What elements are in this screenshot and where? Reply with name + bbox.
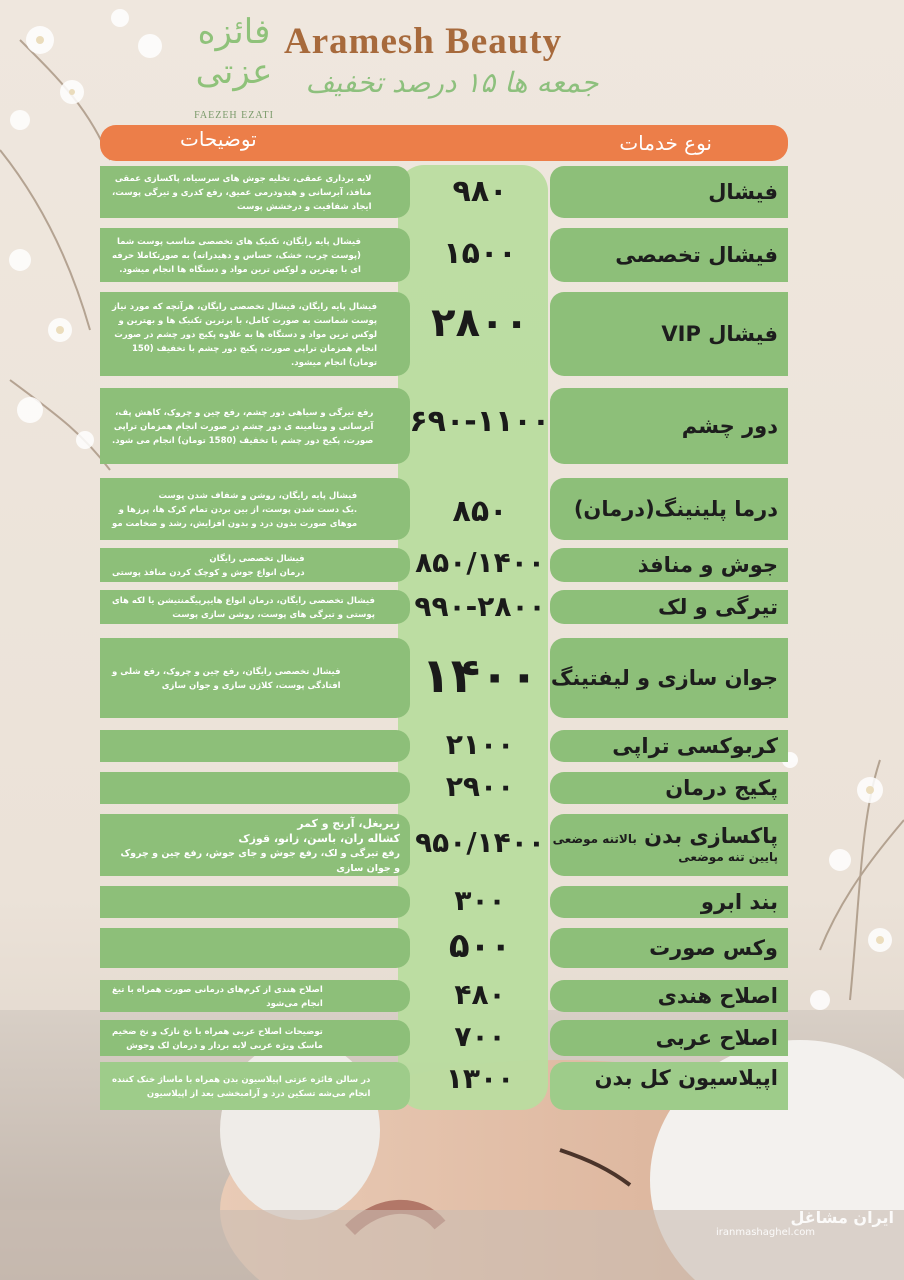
service-row-indian-shave	[100, 980, 788, 1012]
service-price: ۳۰۰	[454, 884, 506, 917]
service-price: ۶۹۰-۱۱۰۰	[409, 404, 550, 439]
service-price: ۵۰۰	[448, 926, 512, 966]
service-name: اپیلاسیون کل بدن	[550, 1062, 788, 1110]
service-row-treatment-package	[100, 772, 788, 804]
service-description	[100, 730, 410, 762]
service-row-carboxy-therapy	[100, 730, 788, 762]
service-name: کربوکسی تراپی	[550, 730, 788, 762]
service-price: ۲۹۰۰	[445, 770, 515, 803]
service-description	[100, 928, 410, 968]
service-name-sub-lower: پایین تنه موضعی	[678, 850, 778, 864]
service-column-header: نوع خدمات	[619, 131, 712, 155]
service-row-dermaplaning	[100, 478, 788, 540]
service-row-rejuvenation-lifting	[100, 638, 788, 718]
service-description: فیشال پایه رایگان، روشن و شفاف شدن پوست .یک دست شدن پوست، از بین بردن تمام کرک ها، پرزها و موهای صورت بدون درد و بدون افزایش، رشد و ضخامت مو	[100, 478, 410, 540]
logo-caption: FAEZEH EZATI	[194, 110, 274, 121]
service-row-vip-facial	[100, 292, 788, 376]
service-price: ۱۴۰۰	[421, 648, 539, 704]
watermark-name: ایران مشاغل	[790, 1208, 894, 1227]
service-price: ۱۵۰۰	[443, 236, 517, 271]
service-name: فیشال VIP	[550, 292, 788, 376]
service-price: ۷۰۰	[454, 1020, 506, 1053]
watermark-url: iranmashaghel.com	[716, 1227, 816, 1238]
service-name: پکیج درمان	[550, 772, 788, 804]
service-name: فیشال	[550, 166, 788, 218]
service-description: فیشال پایه رایگان، تکنیک های تخصصی مناسب پوست شما (پوست چرب، خشک، حساس و دهیدراته) به صورتکاملا حرفه ای با بهترین و لوکس ترین مواد و دستگاه ها انجام میشود.	[100, 228, 410, 282]
service-description: توضیحات اصلاح عربی همراه با نخ نازک و نخ ضخیم ماسک ویژه عربی لایه بردار و درمان لک وجوش	[100, 1020, 410, 1056]
service-name: درما پلینینگ(درمان)	[550, 478, 788, 540]
service-name-main: پاکسازی بدن	[644, 824, 778, 848]
service-description: فیشال پایه رایگان، فیشال تخصصی رایگان، هرآنچه که مورد نیاز پوست شماست به صورت کامل، با برترین تکنیک ها و بهترین و لوکس ترین مواد و دستگاه ها به علاوه پکیج دور چشم در صورت انجام همزمان تراپی صورت، پکیج دور چشم با تخفیف (150 تومان) انجام میشود.	[100, 292, 410, 376]
friday-discount-promo: جمعه ها ۱۵ درصد تخفیف	[305, 66, 599, 99]
service-name: جوان سازی و لیفتینگ	[550, 638, 788, 718]
service-row-eye-area	[100, 388, 788, 464]
description-column-header: توضیحات	[180, 127, 257, 151]
service-price: ۱۳۰۰	[445, 1062, 515, 1095]
service-price: ۸۵۰/۱۴۰۰	[415, 546, 545, 579]
service-row-face-wax	[100, 928, 788, 968]
service-description: فیشال تخصصی رایگان، درمان انواع هایپرپیگمنتیشن یا لکه های پوستی و تیرگی های پوست، روشن سازی پوست	[100, 590, 410, 624]
site-watermark	[704, 1208, 894, 1238]
service-row-eyebrow-threading	[100, 886, 788, 918]
service-price: ۲۸۰۰	[431, 300, 529, 346]
service-name: جوش و منافذ	[550, 548, 788, 582]
service-name: اصلاح عربی	[550, 1020, 788, 1056]
service-price: ۲۱۰۰	[445, 728, 515, 761]
service-price: ۹۸۰	[452, 174, 508, 209]
service-description: فیشال تخصصی رایگان درمان انواع جوش و کوچک کردن منافذ پوستی	[100, 548, 410, 582]
service-row-body-cleansing	[100, 814, 788, 876]
service-description: زیربغل، آرنج و کمر کشاله ران، باسن، زانو، قوزک رفع تیرگی و لک، رفع جوش و جای جوش، رفع چین و چروک و جوان سازی	[100, 814, 410, 876]
service-description: فیشال تخصصی رایگان، رفع چین و چروک، رفع شلی و افتادگی پوست، کلاژن سازی و جوان سازی	[100, 638, 410, 718]
service-description: اصلاح هندی از کرم‌های درمانی صورت همراه با تیغ انجام می‌شود	[100, 980, 410, 1012]
brand-logo	[192, 10, 276, 121]
service-row-arabic-shave	[100, 1020, 788, 1056]
service-name: دور چشم	[550, 388, 788, 464]
logo-script-text: فائزه عزتی	[195, 12, 273, 92]
brand-title: Aramesh Beauty	[284, 21, 563, 62]
service-name-sub-upper: بالاتنه موضعی	[552, 832, 637, 846]
service-price: ۹۵۰/۱۴۰۰	[415, 826, 545, 859]
service-row-full-body-epilation	[100, 1062, 788, 1110]
column-header-bar	[100, 125, 788, 161]
service-name: وکس صورت	[550, 928, 788, 968]
service-name: فیشال تخصصی	[550, 228, 788, 282]
service-row-special-facial	[100, 228, 788, 282]
service-price: ۴۸۰	[454, 978, 506, 1011]
service-row-acne-pores	[100, 548, 788, 582]
service-description	[100, 772, 410, 804]
service-description: در سالن فائزه عزتی اپیلاسیون بدن همراه با ماساژ خنک کننده انجام می‌شه تسکین درد و آرامبخشی بعد از اپیلاسیون	[100, 1062, 410, 1110]
service-name	[550, 814, 788, 876]
service-row-pigmentation	[100, 590, 788, 624]
service-name: بند ابرو	[550, 886, 788, 918]
service-name: تیرگی و لک	[550, 590, 788, 624]
service-description	[100, 886, 410, 918]
service-price: ۸۵۰	[452, 494, 508, 529]
service-name: اصلاح هندی	[550, 980, 788, 1012]
service-row-facial	[100, 166, 788, 218]
service-price: ۹۹۰-۲۸۰۰	[414, 590, 546, 623]
service-description: لایه برداری عمقی، تخلیه جوش های سرسیاه، پاکسازی عمقی منافذ، آبرسانی و هیدودرمی عمیق، رفع کدری و تیرگی پوست، ایجاد شفافیت و درخشش پوست	[100, 166, 410, 218]
service-description: رفع تیرگی و سیاهی دور چشم، رفع چین و چروک، کاهش پف، آبرسانی و ویتامینه ی دور چشم در صورت انجام همزمان تراپی صورت، پکیج دور چشم با تخفیف (1580 تومان) انجام می شود.	[100, 388, 410, 464]
